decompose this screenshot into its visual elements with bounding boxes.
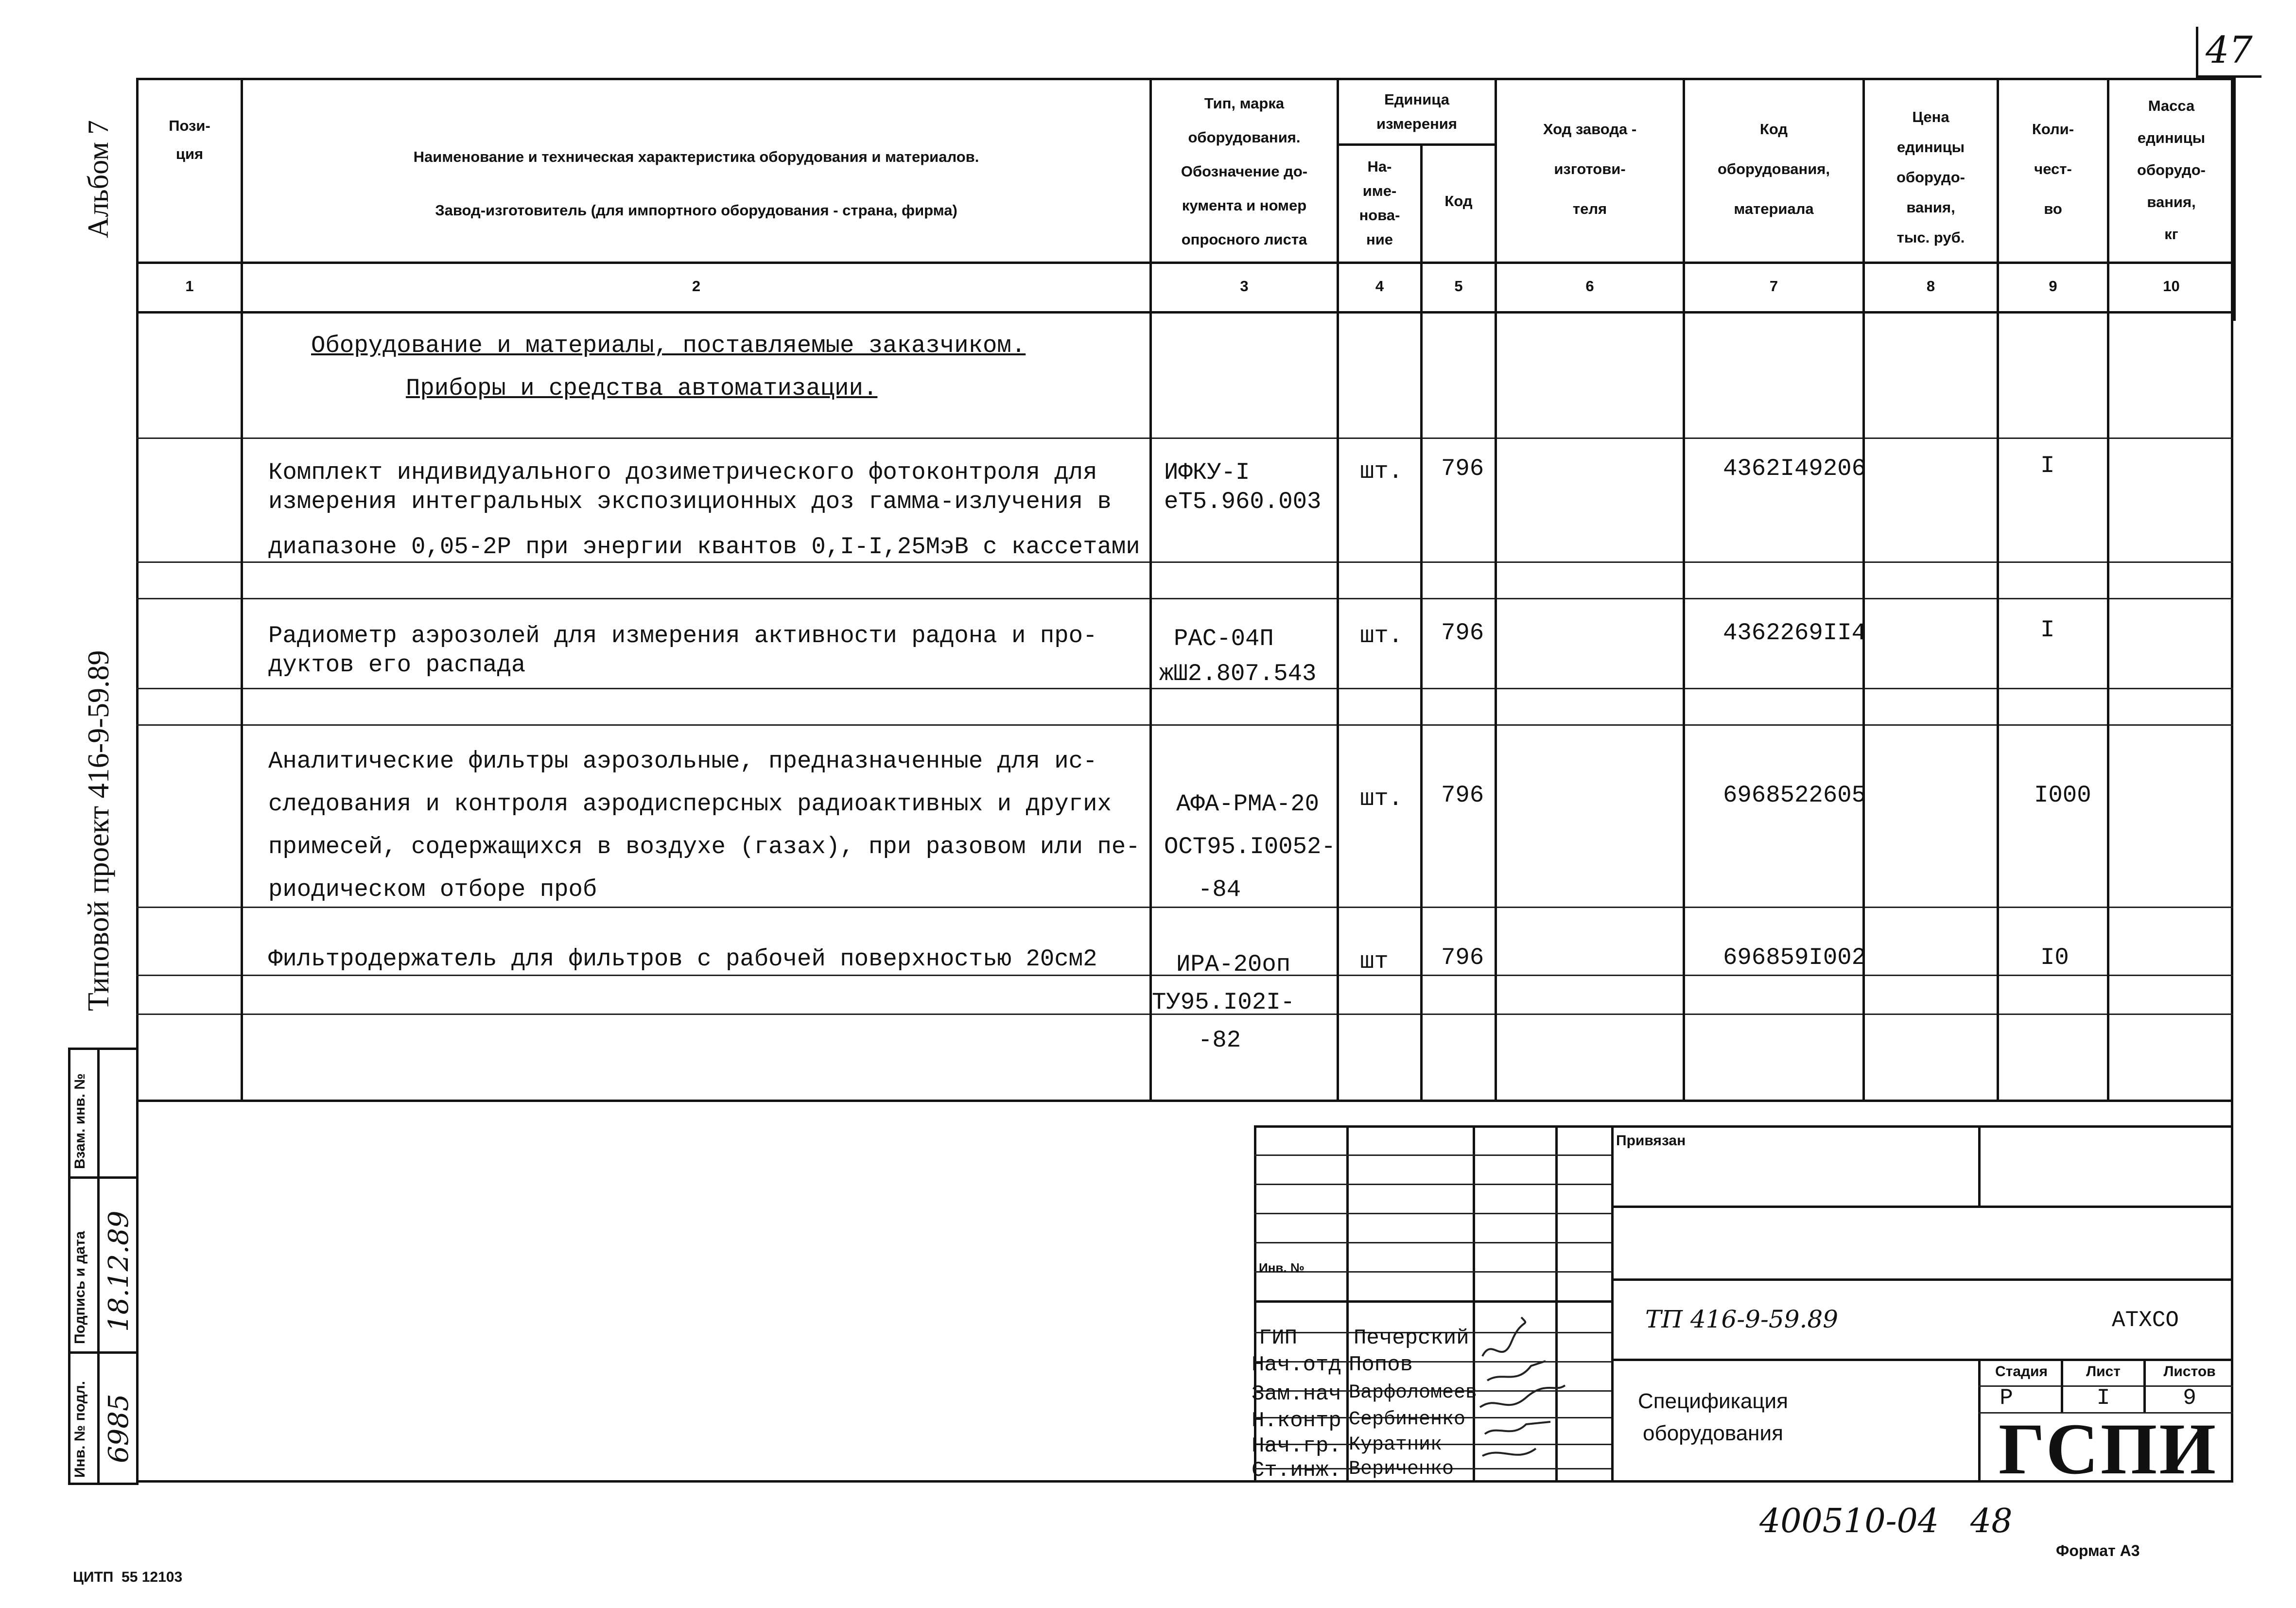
table-row-3-equip-code: 6968522605: [1723, 782, 1866, 809]
col-number: 2: [692, 278, 701, 295]
table-row-4-unit-code: 796: [1441, 944, 1484, 971]
doc-code: ТП 416-9-59.89: [1645, 1305, 1839, 1333]
hdr-mass: Масса единицы оборудо- вания, кг: [2137, 97, 2206, 243]
sig-name: Попов: [1349, 1353, 1413, 1377]
hdr-unit-code: Код: [1444, 192, 1473, 210]
side-album-label: Альбом 7: [82, 120, 114, 238]
doc-title: Спецификация оборудования: [1638, 1389, 1788, 1445]
page-number: 47: [2206, 28, 2253, 71]
table-row-2-equip-code: 4362269II4: [1723, 619, 1866, 647]
table-row-3-unit-code: 796: [1441, 782, 1484, 809]
col-number: 8: [1926, 278, 1935, 295]
table-row-2-qty: I: [2040, 616, 2055, 644]
hdr-price: Цена единицы оборудо- вания, тыс. руб.: [1896, 108, 1965, 246]
table-row-1-unit: шт.: [1360, 458, 1403, 485]
table-row-3-name: Аналитические фильтры аэрозольные, предназначенные для ис- следования и контроля аэродисперсных радиоактивных и других примесей, содержащихся в воздухе (газах), при разовом или пе- риодическом отборе проб: [268, 748, 1140, 903]
sig-name: Сербиненко: [1349, 1409, 1466, 1431]
sig-name: Вериченко: [1349, 1458, 1454, 1480]
side-vzam-label: Взам. инв. №: [72, 1073, 88, 1169]
side-sign-date-label: Подпись и дата: [72, 1231, 88, 1344]
sig-role: Ст.инж.: [1252, 1458, 1341, 1483]
handwritten-signatures: [1473, 1308, 1580, 1478]
table-row-1-name-3: диапазоне 0,05-2Р при энергии квантов 0,I-I,25МэВ с кассетами: [268, 533, 1140, 560]
side-sign-date-value: 18.12.89: [103, 1210, 135, 1332]
table-row-4-type: ИРА-20оп ТУ95.I02I- -82: [1152, 951, 1295, 1054]
col-number: 10: [2163, 278, 2180, 295]
side-project-label: Типовой проект 416-9-59.89: [82, 650, 115, 1011]
table-row-2-unit-code: 796: [1441, 619, 1484, 647]
stage-label: Стадия: [1995, 1363, 2048, 1380]
col-number: 4: [1375, 278, 1384, 295]
col-number: 1: [185, 278, 194, 295]
section-subtitle: Приборы и средства автоматизации.: [406, 375, 878, 402]
sheets-label: Листов: [2163, 1363, 2216, 1380]
bottom-handwritten-note: 400510-04 48: [1759, 1502, 2013, 1540]
table-row-4-name: Фильтродержатель для фильтров с рабочей поверхностью 20см2: [268, 945, 1097, 973]
sig-role: Зам.нач: [1252, 1382, 1341, 1406]
col-number: 7: [1769, 278, 1778, 295]
sig-name: Куратник: [1349, 1434, 1443, 1456]
table-row-2-unit: шт.: [1360, 622, 1403, 649]
table-row-1-unit-code: 796: [1441, 455, 1484, 482]
inv-no-label: Инв. №: [1259, 1260, 1305, 1275]
table-row-2-name: Радиометр аэрозолей для измерения активности радона и про- дуктов его распада: [268, 622, 1097, 679]
table-row-1-type: ИФКУ-I еТ5.960.003: [1164, 459, 1322, 515]
table-row-4-unit: шт: [1360, 948, 1389, 975]
sig-name: Печерский: [1354, 1326, 1469, 1350]
side-inv-label: Инв. № подл.: [72, 1381, 88, 1478]
sig-name: Варфоломеев: [1349, 1382, 1478, 1404]
hdr-name: Наименование и техническая характеристика оборудования и материалов. Завод-изготовитель (для импортного оборудования - страна, фирма): [413, 148, 979, 219]
table-row-1-qty: I: [2040, 452, 2055, 479]
hdr-unit-name: На- име- нова- ние: [1359, 158, 1400, 248]
doc-mark: АТХСО: [2112, 1308, 2179, 1333]
col-number: 6: [1585, 278, 1594, 295]
table-row-3-type: АФА-РМА-20 ОСТ95.I0052- -84: [1164, 790, 1336, 903]
org-logo: ГСПИ: [1998, 1409, 2218, 1489]
privyazan-label: Привязан: [1616, 1133, 1686, 1149]
hdr-pos: Пози- ция: [169, 117, 210, 162]
sig-role: Нач.гр.: [1252, 1434, 1341, 1458]
sig-role: Н.контр: [1252, 1409, 1341, 1433]
table-row-3-qty: I000: [2034, 782, 2091, 809]
table-row-2-type: РАС-04П жШ2.807.543: [1159, 625, 1317, 687]
sig-role: Нач.отд: [1252, 1353, 1341, 1377]
hdr-factory: Ход завода - изготови- теля: [1543, 121, 1637, 217]
table-row-3-unit: шт.: [1360, 785, 1403, 812]
sig-role: ГИП: [1259, 1326, 1298, 1350]
printer-mark: ЦИТП 55 12103: [73, 1569, 183, 1585]
col-number: 9: [2049, 278, 2057, 295]
hdr-type: Тип, марка оборудования. Обозначение до- кумента и номер опросного листа: [1181, 95, 1308, 248]
sheets-value: 9: [2183, 1385, 2196, 1411]
col-number: 5: [1454, 278, 1463, 295]
table-row-1-equip-code: 4362I49206: [1723, 455, 1866, 482]
side-inv-value: 6985: [103, 1394, 135, 1463]
table-row-4-qty: I0: [2040, 944, 2069, 971]
hdr-qty: Коли- чест- во: [2032, 121, 2074, 217]
hdr-unit: Единица измерения: [1376, 91, 1457, 132]
sheet-label: Лист: [2086, 1363, 2121, 1380]
hdr-equip-code: Код оборудования, материала: [1717, 121, 1830, 217]
format-label: Формат А3: [2056, 1542, 2140, 1559]
table-row-4-equip-code: 696859I002: [1723, 944, 1866, 971]
section-title: Оборудование и материалы, поставляемые заказчиком.: [311, 332, 1026, 359]
stage-value: Р: [2000, 1385, 2013, 1411]
table-row-1-name: Комплект индивидуального дозиметрического фотоконтроля для измерения интегральных экспозиционных доз гамма-излучения в: [268, 459, 1112, 515]
col-number: 3: [1240, 278, 1249, 295]
sheet-value: I: [2096, 1385, 2110, 1411]
